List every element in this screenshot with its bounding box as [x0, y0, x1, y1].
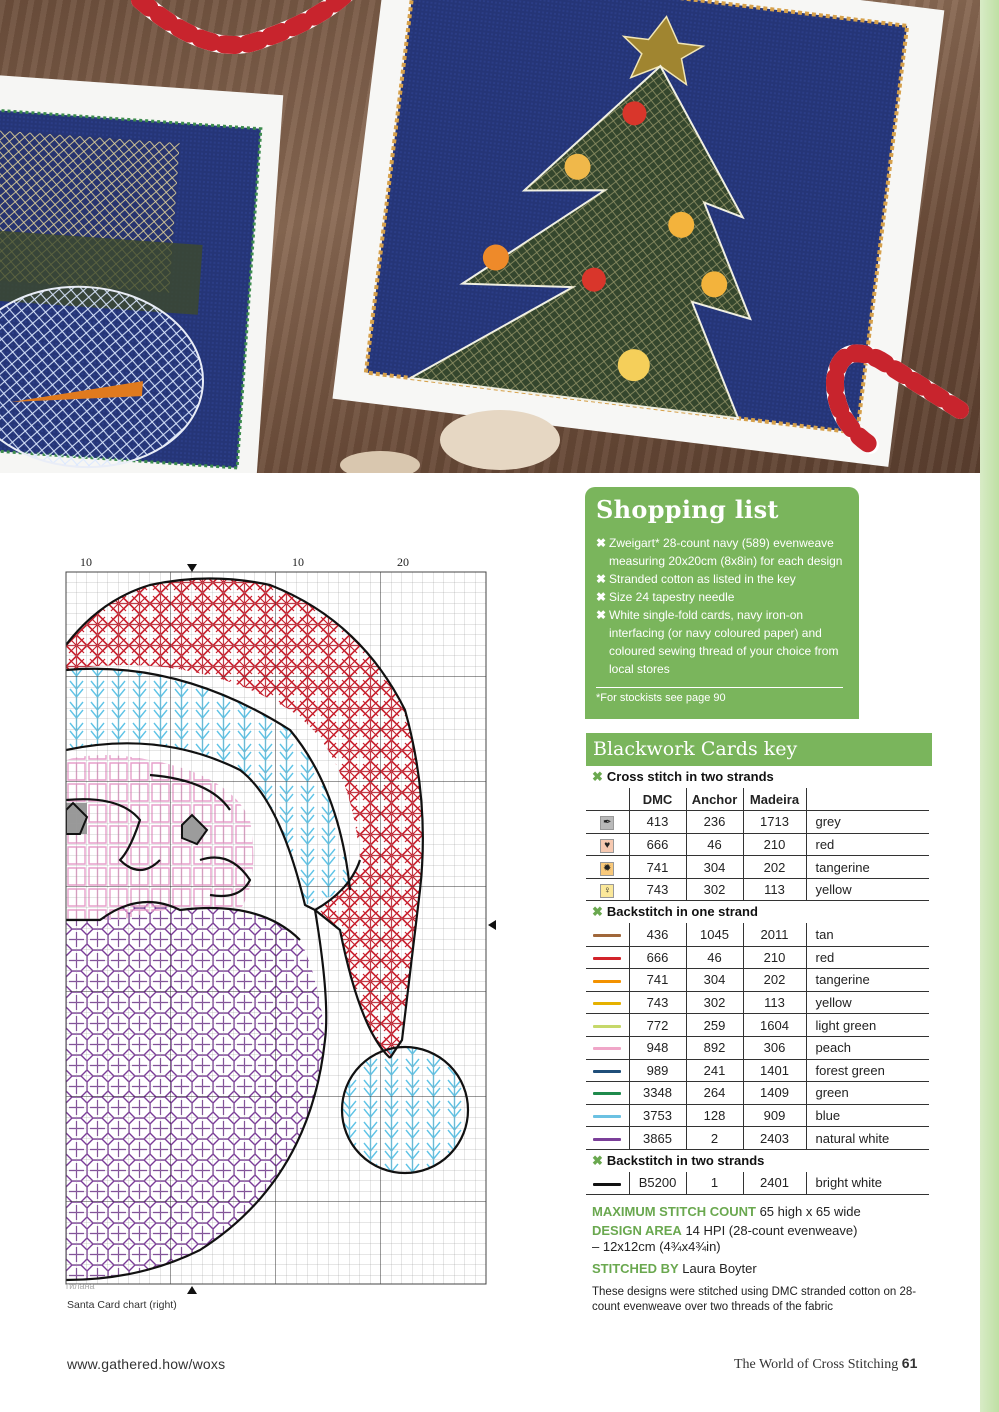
- divider: [596, 687, 843, 688]
- stitched-by-label: STITCHED BY: [592, 1261, 679, 1276]
- key-table-backstitch-two: [586, 1172, 929, 1195]
- design-info: [592, 1204, 932, 1315]
- key-section-label: ✖ Cross stitch in two strands: [592, 769, 774, 784]
- table-row: 436 1045 2011 tan: [586, 923, 929, 946]
- magazine-name: The World of Cross Stitching: [734, 1357, 899, 1372]
- backstitch-line-icon: [593, 1092, 621, 1095]
- design-area-size: – 12x12cm (4¾x4¾in): [592, 1239, 721, 1254]
- max-stitch-value: 65 high x 65 wide: [759, 1204, 861, 1219]
- page-number: 61: [901, 1355, 918, 1371]
- backstitch-line-icon: [593, 1002, 621, 1005]
- heart-symbol-icon: ♥: [600, 839, 614, 853]
- key-section-label: ✖ Backstitch in two strands: [592, 1152, 765, 1168]
- table-row: 3865 2 2403 natural white: [586, 1127, 929, 1150]
- backstitch-line-icon: [593, 1183, 621, 1186]
- key-title: Blackwork Cards key: [586, 733, 932, 766]
- list-item: ✖ Stranded cotton as listed in the key: [596, 572, 796, 586]
- col-header-anchor: Anchor: [686, 788, 743, 811]
- cross-bullet-icon: ✖: [596, 536, 607, 550]
- table-row: 3348 264 1409 green: [586, 1082, 929, 1105]
- key-table-cross: [586, 788, 929, 901]
- cross-bullet-icon: ✖: [592, 769, 603, 784]
- stitching-note: These designs were stitched using DMC stranded cotton on 28-count evenweave over two threads of the fabric: [592, 1286, 917, 1313]
- santa-chart: [60, 560, 500, 1300]
- table-row: ✹ 741 304 202 tangerine: [586, 856, 929, 879]
- thread-key: [586, 766, 932, 1195]
- hero-photo: [0, 0, 980, 473]
- table-row: B5200 1 2401 bright white: [586, 1172, 929, 1195]
- table-row: 666 46 210 red: [586, 946, 929, 969]
- table-row: 989 241 1401 forest green: [586, 1059, 929, 1082]
- page-edge-strip: [980, 0, 999, 1412]
- backstitch-line-icon: [593, 934, 621, 937]
- table-row: 741 304 202 tangerine: [586, 969, 929, 992]
- backstitch-line-icon: [593, 1070, 621, 1073]
- table-row: 3753 128 909 blue: [586, 1104, 929, 1127]
- backstitch-line-icon: [593, 957, 621, 960]
- stockist-footnote: *For stockists see page 90: [596, 692, 726, 704]
- axis-label-right: 20: [397, 555, 409, 569]
- axis-label-mid: 10: [292, 555, 304, 569]
- chart-caption: Santa Card chart (right): [67, 1299, 177, 1311]
- key-table-backstitch-one: [586, 923, 929, 1149]
- design-area-value: 14 HPI (28-count evenweave): [685, 1223, 858, 1238]
- cross-bullet-icon: ✖: [596, 590, 607, 604]
- table-row: ♀ 743 302 113 yellow: [586, 878, 929, 901]
- website-link[interactable]: www.gathered.how/woxs: [67, 1356, 226, 1372]
- snowman-card: [0, 72, 283, 473]
- watermark: гилана: [66, 1281, 95, 1291]
- candy-cane-top: [140, 0, 350, 45]
- shopping-list-items: [596, 534, 849, 678]
- table-row: ✒ 413 236 1713 grey: [586, 811, 929, 834]
- sun-symbol-icon: ✹: [600, 862, 614, 876]
- backstitch-line-icon: [593, 1047, 621, 1050]
- backstitch-line-icon: [593, 1115, 621, 1118]
- page-footer: [734, 1355, 917, 1373]
- tree-card: [332, 0, 944, 467]
- max-stitch-label: MAXIMUM STITCH COUNT: [592, 1204, 756, 1219]
- cross-bullet-icon: ✖: [592, 1152, 603, 1168]
- table-row: 772 259 1604 light green: [586, 1014, 929, 1037]
- list-item: ✖ White single-fold cards, navy iron-on interfacing (or navy coloured paper) and coloured sewing thread of your choice from local stores: [596, 608, 839, 676]
- female-symbol-icon: ♀: [600, 884, 614, 898]
- table-row: 948 892 306 peach: [586, 1036, 929, 1059]
- pin-symbol-icon: ✒: [600, 816, 614, 830]
- col-header-dmc: DMC: [629, 788, 686, 811]
- design-area-label: DESIGN AREA: [592, 1223, 682, 1238]
- axis-label-left: 10: [80, 555, 92, 569]
- table-header-row: [586, 788, 929, 811]
- col-header-madeira: Madeira: [743, 788, 806, 811]
- key-section-label: ✖ Backstitch in one strand: [592, 904, 758, 920]
- shopping-list-panel: [585, 487, 859, 719]
- cross-bullet-icon: ✖: [596, 608, 607, 622]
- backstitch-line-icon: [593, 980, 621, 983]
- table-row: 743 302 113 yellow: [586, 991, 929, 1014]
- cross-bullet-icon: ✖: [596, 572, 607, 586]
- backstitch-line-icon: [593, 1138, 621, 1141]
- stitched-by-value: Laura Boyter: [682, 1261, 757, 1276]
- table-row: ♥ 666 46 210 red: [586, 833, 929, 856]
- cross-bullet-icon: ✖: [592, 904, 603, 920]
- list-item: ✖ Size 24 tapestry needle: [596, 590, 735, 604]
- backstitch-line-icon: [593, 1025, 621, 1028]
- list-item: ✖ Zweigart* 28-count navy (589) evenweave measuring 20x20cm (8x8in) for each design: [596, 536, 843, 568]
- shopping-list-title: Shopping list: [596, 495, 779, 524]
